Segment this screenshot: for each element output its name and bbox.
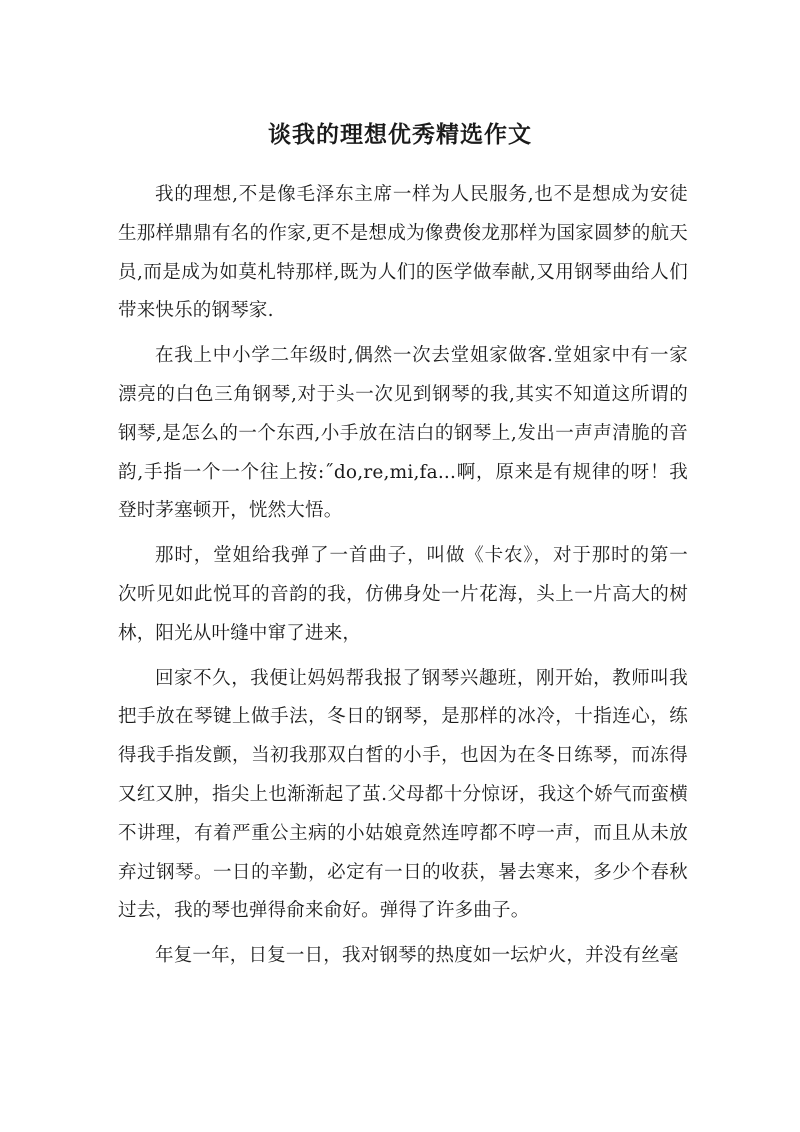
paragraph-5: 年复一年，日复一日，我对钢琴的热度如一坛炉火，并没有丝毫 (155, 945, 679, 967)
paragraph-4: 回家不久，我便让妈妈帮我报了钢琴兴趣班，刚开始，教师叫我把手放在琴键上做手法，冬日的钢琴，是那样的冰冷，十指连心，练得我手指发颤，当初我那双白皙的小手，也因为在冬日练琴，而冻得又红又肿，指尖上也渐渐起了茧.父母都十分惊讶，我这个娇气而蛮横不讲理，有着严重公主病的小姑娘竟然连哼都不哼一声，而且从未放弃过钢琴。一日的辛勤，必定有一日的收获，暑去寒来，多少个春秋过去，我的琴也弹得俞来俞好。弹得了许多曲子。 (118, 667, 688, 922)
paragraph-1: 我的理想,不是像毛泽东主席一样为人民服务,也不是想成为安徒生那样鼎鼎有名的作家,更不是想成为像费俊龙那样为国家圆梦的航天员,而是成为如莫札特那样,既为人们的医学做奉献,又用钢琴曲给人们带来快乐的钢琴家. (118, 184, 688, 322)
document-title: 谈我的理想优秀精选作文 (268, 121, 532, 148)
paragraph-2: 在我上中小学二年级时,偶然一次去堂姐家做客.堂姐家中有一家漂亮的白色三角钢琴,对于头一次见到钢琴的我,其实不知道这所谓的钢琴,是怎么的一个东西,小手放在洁白的钢琴上,发出一声声清脆的音韵,手指一个一个往上按:˝do,re,mi,fa...啊，原来是有规律的呀！我登时茅塞顿开，恍然大悟。 (118, 345, 688, 522)
document-body (118, 176, 688, 982)
paragraph-3: 那时，堂姐给我弹了一首曲子，叫做《卡农》，对于那时的第一次听见如此悦耳的音韵的我，仿佛身处一片花海，头上一片高大的树林，阳光从叶缝中窜了进来， (118, 545, 688, 644)
